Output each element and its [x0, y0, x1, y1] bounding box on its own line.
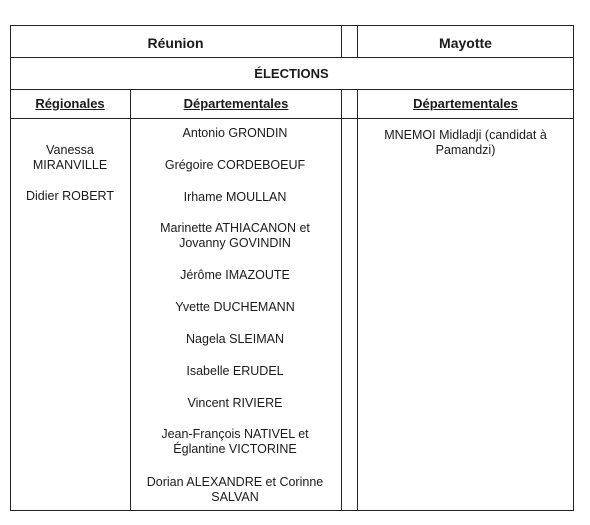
header-mayotte: Mayotte — [439, 35, 492, 51]
subheader-departementales-reunion: Départementales — [183, 96, 289, 111]
row-divider — [10, 57, 573, 58]
row-divider — [10, 89, 573, 90]
departementales-candidate: Nagela SLEIMAN — [186, 332, 284, 346]
departementales-candidate: Yvette DUCHEMANN — [175, 300, 295, 314]
column-divider — [357, 89, 358, 511]
departementales-candidate: Irhame MOULLAN — [183, 190, 287, 204]
departementales-candidate: Vincent RIVIERE — [187, 396, 283, 410]
regionales-candidate: Didier ROBERT — [26, 189, 114, 203]
table-border-top — [10, 25, 573, 26]
subheader-regionales: Régionales — [35, 96, 105, 111]
column-divider — [341, 89, 342, 511]
column-divider — [130, 89, 131, 511]
departementales-candidate: Jérôme IMAZOUTE — [180, 268, 290, 282]
departementales-candidate: Antonio GRONDIN — [182, 126, 288, 140]
regionales-candidate: Vanessa MIRANVILLE — [32, 143, 108, 172]
departementales-candidate: Isabelle ERUDEL — [186, 364, 284, 378]
departementales-candidate: Marinette ATHIACANON et Jovanny GOVINDIN — [160, 221, 310, 250]
departementales-candidate: Dorian ALEXANDRE et Corinne SALVAN — [146, 475, 324, 504]
column-divider — [341, 25, 342, 58]
subheader-departementales-mayotte: Départementales — [413, 96, 518, 111]
mayotte-candidate: MNEMOI Midladji (candidat à Pamandzi) — [384, 128, 547, 157]
departementales-candidate: Grégoire CORDEBOEUF — [164, 158, 306, 172]
row-divider — [10, 118, 573, 119]
table-border-bottom — [10, 510, 573, 511]
table-border-right — [573, 25, 574, 511]
header-reunion: Réunion — [147, 35, 204, 51]
section-title: ÉLECTIONS — [254, 66, 329, 81]
departementales-candidate: Jean-François NATIVEL et Églantine VICTORINE — [161, 427, 309, 456]
